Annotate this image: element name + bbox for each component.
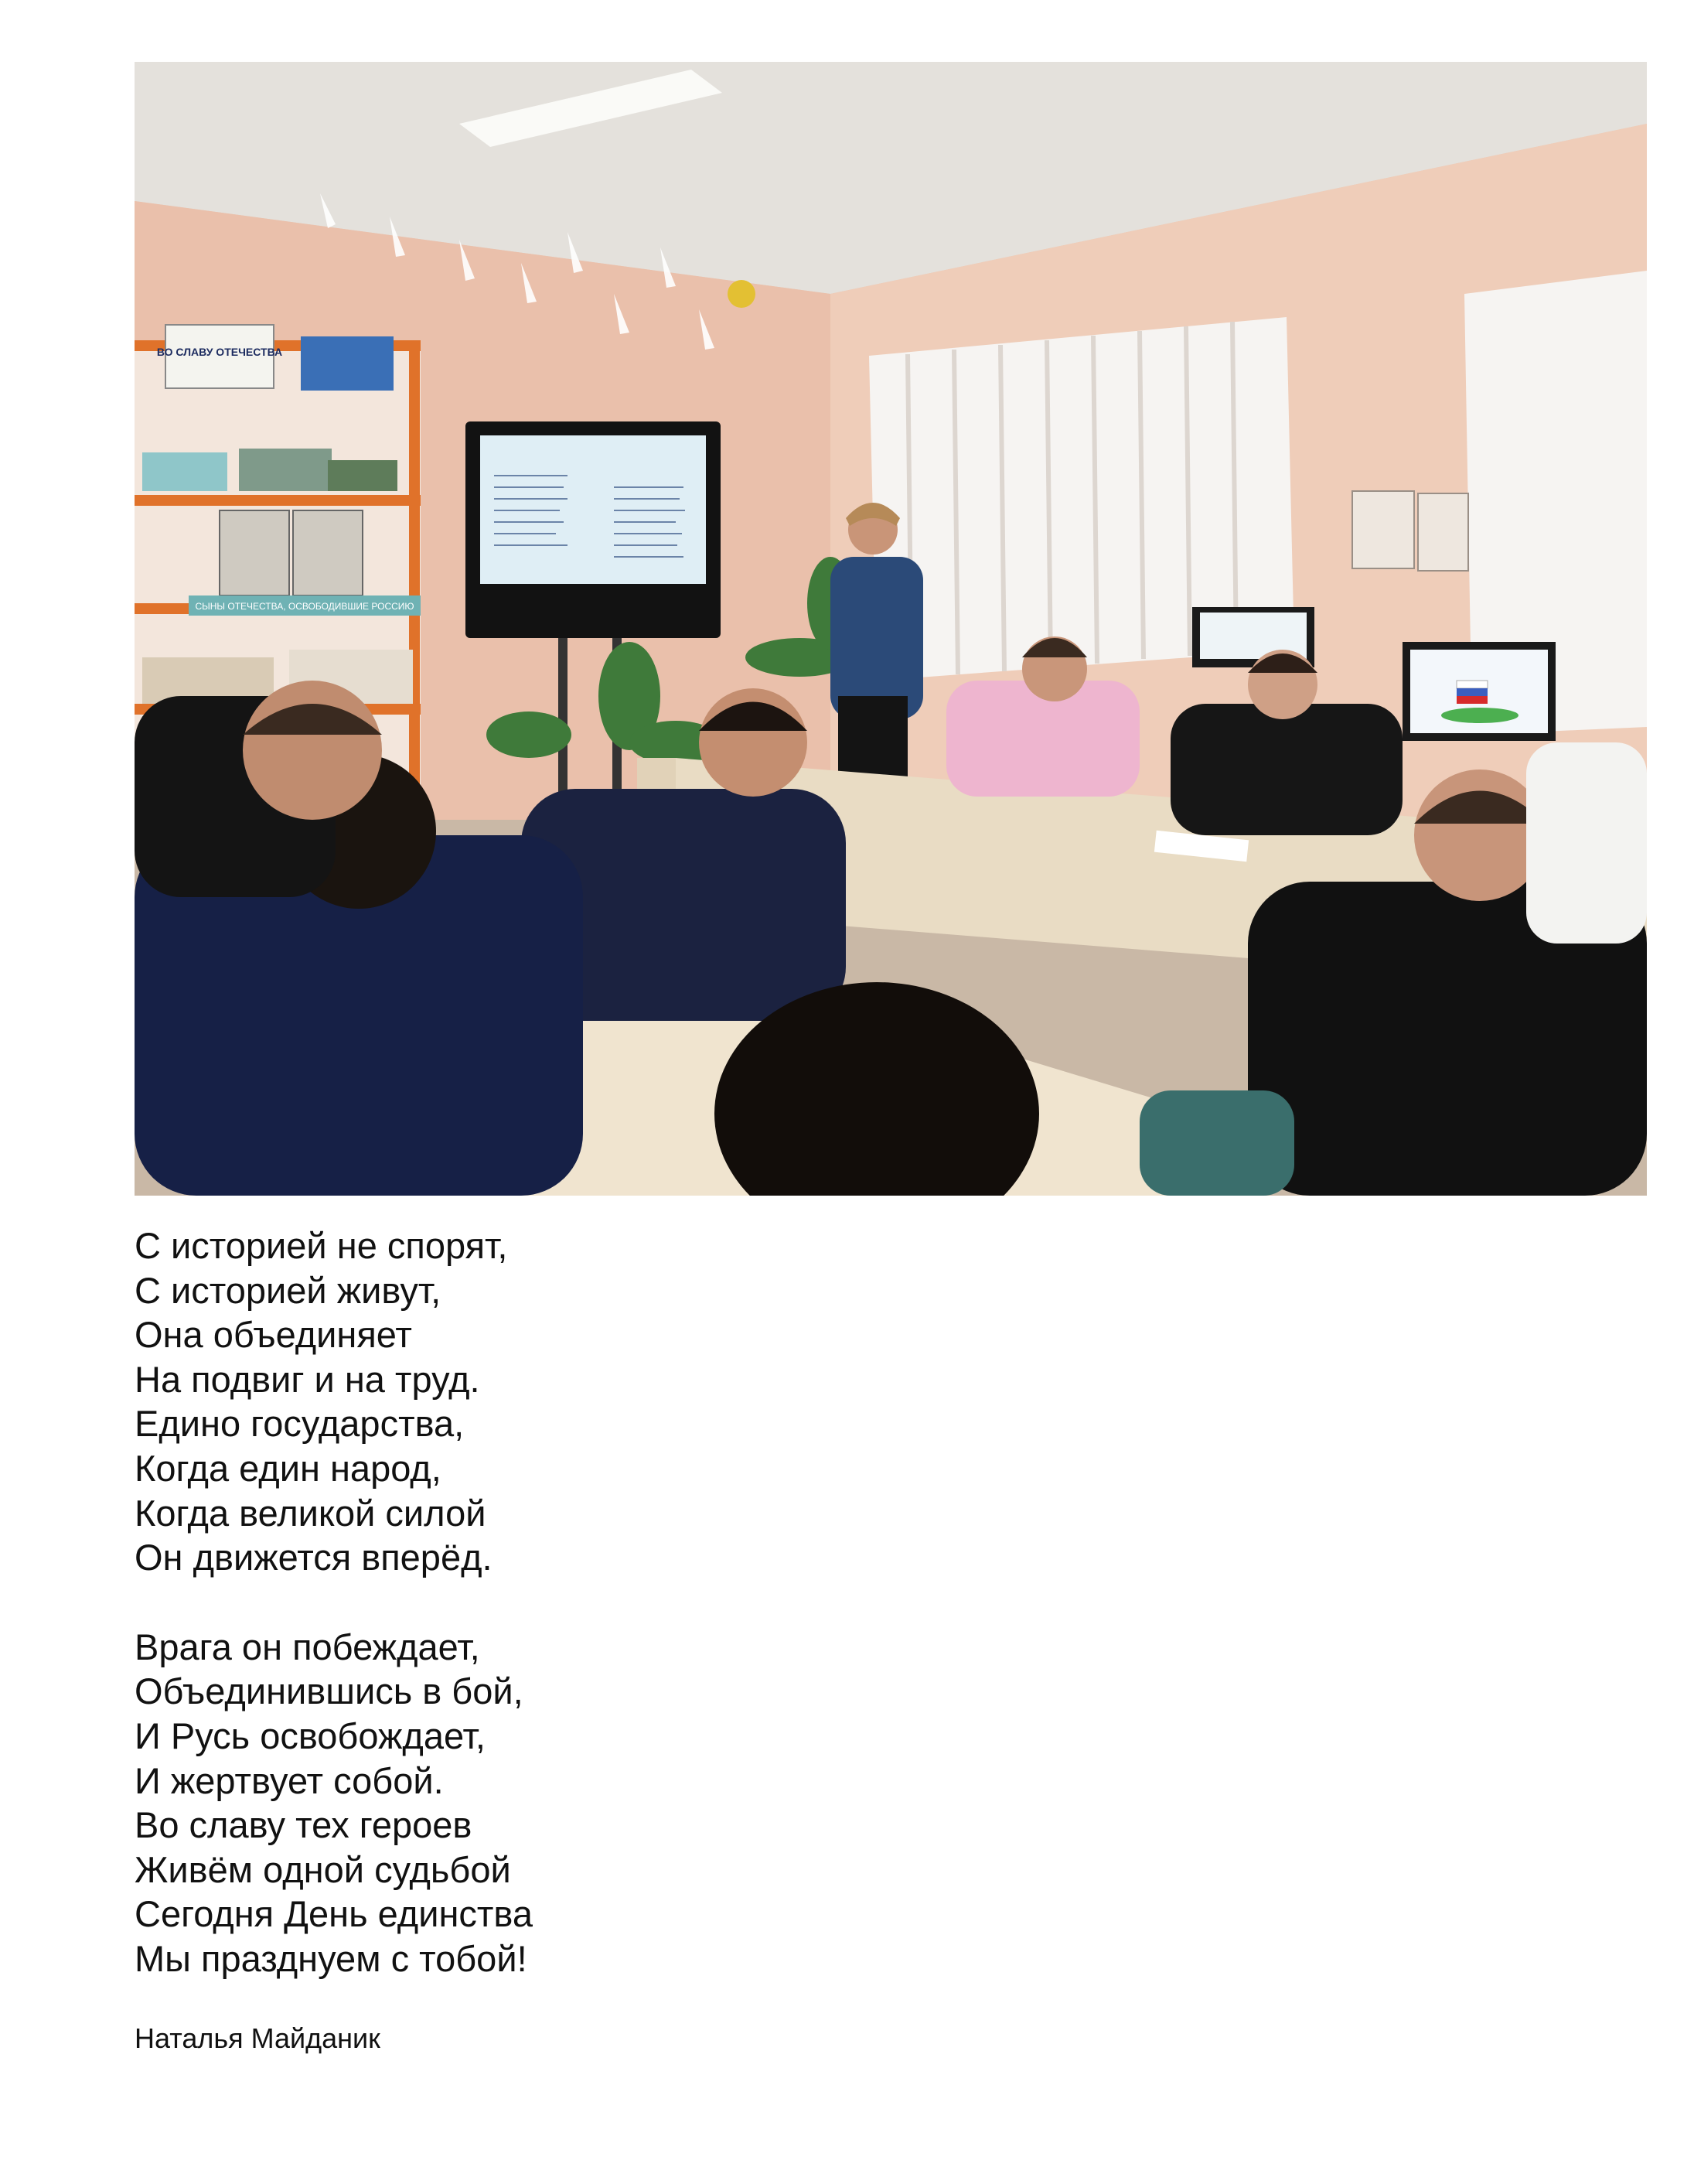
poem-line: Едино государства, xyxy=(135,1403,465,1445)
poem-line: И жертвует собой. xyxy=(135,1759,444,1801)
poem-line: С историей не спорят, xyxy=(135,1225,508,1266)
poem-stanza-2 xyxy=(135,1625,1062,1981)
poem-line: С историей живут, xyxy=(135,1269,441,1311)
poem-line: Живём одной судьбой xyxy=(135,1848,511,1890)
shelf-banner: СЫНЫ ОТЕЧЕСТВА, ОСВОБОДИВШИЕ РОССИЮ xyxy=(195,601,414,612)
poem-line: Она объединяет xyxy=(135,1314,412,1356)
poem-line: Врага он побеждает, xyxy=(135,1626,480,1667)
poem-line: Сегодня День единства xyxy=(135,1893,533,1935)
poem-line: Он движется вперёд. xyxy=(135,1537,493,1578)
poem xyxy=(135,1223,1062,2026)
poem-line: На подвиг и на труд. xyxy=(135,1358,480,1400)
poem-line: Объединившись в бой, xyxy=(135,1670,523,1712)
classroom-photo xyxy=(135,62,1647,1196)
poem-line: Когда един народ, xyxy=(135,1447,441,1489)
shelf-sign: ВО СЛАВУ ОТЕЧЕСТВА xyxy=(156,346,283,358)
poem-author: Наталья Майданик xyxy=(135,2022,380,2054)
poem-line: Когда великой силой xyxy=(135,1492,486,1534)
poem-line: Во славу тех героев xyxy=(135,1804,472,1846)
poem-line: Мы празднуем с тобой! xyxy=(135,1937,527,1979)
poem-line: И Русь освобождает, xyxy=(135,1715,486,1756)
poem-stanza-1 xyxy=(135,1223,1062,1580)
